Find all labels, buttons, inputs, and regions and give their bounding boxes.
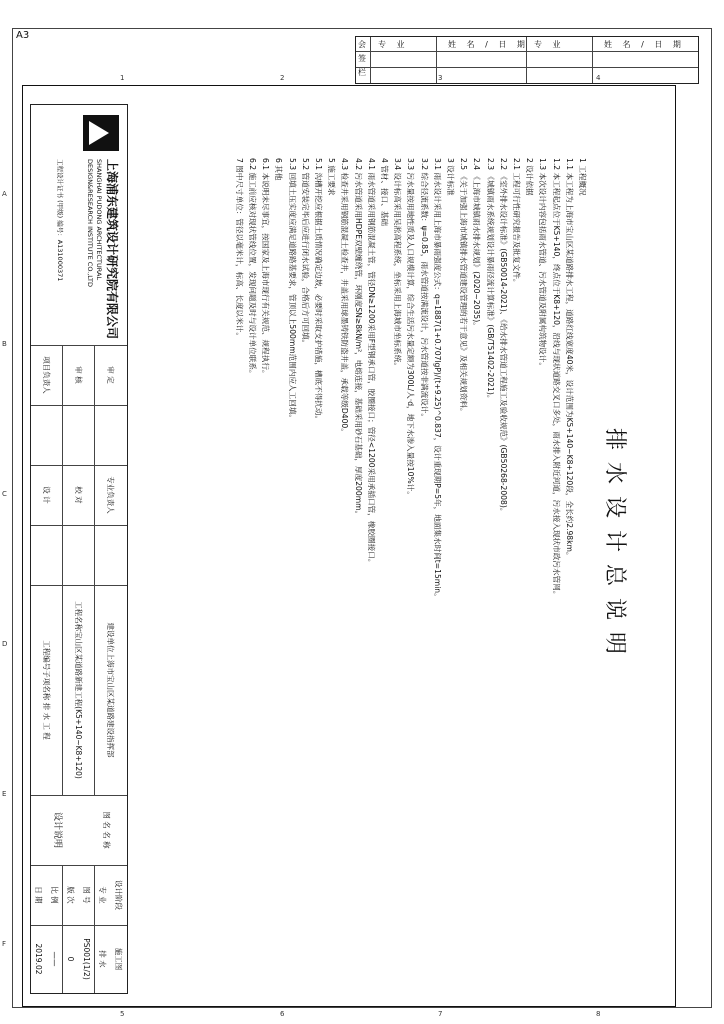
note-item: [300, 158, 311, 988]
tick-mark: A: [2, 190, 7, 198]
tb-entry: [63, 585, 95, 795]
tb-entry: [95, 585, 127, 795]
note-text: 本说明未尽事宜，按国家及上海市现行有关规范、规程执行。: [261, 172, 271, 378]
note-text: 《上海市城镇雨水排水规划》(2020~2035)。: [472, 172, 482, 330]
tb-value: [95, 405, 127, 465]
note-text: 检查井采用钢筋混凝土检查井，井盖采用球墨铸铁防盗井盖，承载等级D400。: [340, 172, 350, 436]
note-item: [234, 158, 245, 988]
tick-mark: E: [2, 790, 7, 798]
meta-value: 排 水: [98, 950, 108, 968]
meta-value: 2019.02: [34, 943, 44, 975]
tb-label: 建设单位: [106, 622, 116, 653]
drawing-name-label: 图 名 名 称: [102, 811, 112, 849]
note-num: 2.5: [459, 158, 469, 171]
tb-value: 宝山区某道路新建工程(K5+140~K8+120): [74, 631, 84, 779]
note-text: 设计依据: [525, 165, 535, 196]
note-num: 1.2: [551, 158, 561, 171]
tb-label: 审 定: [106, 366, 116, 384]
meta-value: 施工图: [114, 947, 124, 971]
note-num: 3: [445, 158, 455, 163]
note-item: [392, 158, 403, 988]
tb-value: 子项名称 排 水 工 程: [42, 670, 52, 740]
note-item: [432, 158, 443, 988]
note-item: [286, 158, 297, 988]
note-item: [405, 158, 416, 988]
note-text: 本工程为上海市宝山区某道路排水工程，道路红线宽度40米，设计范围为K5+140~K8+120段，全长约2.98km。: [564, 172, 574, 560]
tb-label: 设 计: [42, 486, 52, 504]
tb-label: 工程编号: [42, 640, 52, 671]
note-text: 工程可行性研究报告及批复文件。: [511, 172, 521, 287]
note-item: [458, 158, 469, 988]
company-name-en-line: SHANGHAI PUDONG ARCHITECTURAL: [95, 159, 103, 281]
note-item: [418, 158, 429, 988]
note-item: [313, 158, 324, 988]
note-item: [524, 158, 535, 988]
note-num: 3.1: [432, 158, 442, 171]
note-num: 1.3: [538, 158, 548, 171]
note-num: 2.2: [498, 158, 508, 171]
tb-value: 上海市宝山区某道路建设指挥部: [106, 652, 116, 758]
note-text: 工程概况: [578, 165, 587, 196]
meta-label: 版 次: [66, 886, 76, 904]
tick-mark: B: [2, 340, 7, 348]
meta-value: ——: [50, 951, 60, 967]
note-num: 2.1: [511, 158, 521, 171]
tick-mark: F: [2, 940, 7, 948]
note-item: [511, 158, 522, 988]
tick-mark: 7: [438, 1010, 443, 1018]
meta-label: 日 期: [34, 886, 44, 904]
note-num: 3.3: [406, 158, 416, 171]
tick-mark: C: [2, 490, 7, 498]
note-text: 施工要求: [327, 165, 337, 196]
tb-label: 审 核: [74, 366, 84, 384]
drawing-title: 排水设计总说明: [602, 428, 627, 667]
note-num: 3.2: [419, 158, 429, 171]
sheet-size-label: A3: [16, 30, 30, 41]
note-item: [326, 158, 337, 988]
note-item: [537, 158, 548, 988]
tb-value: [63, 525, 95, 585]
note-item: [366, 158, 377, 988]
drawing-name: 设计说明: [52, 811, 63, 848]
tick-mark: 6: [280, 1010, 285, 1018]
note-num: 1.1: [564, 158, 574, 171]
note-text: 综合径流系数：ψ=0.85，雨水管道按满流设计，污水管道按非满流设计。: [419, 172, 429, 421]
note-num: 7: [234, 158, 244, 163]
note-text: 管材、接口、基础: [379, 165, 389, 227]
signoff-header: 专 业: [534, 40, 565, 49]
note-num: 2.3: [485, 158, 495, 171]
company-name: 上海浦东建筑设计研究院有限公司: [105, 159, 119, 340]
tick-mark: 5: [120, 1010, 125, 1018]
note-text: 其他: [274, 165, 284, 181]
tick-mark: D: [2, 640, 8, 648]
note-item: [498, 158, 509, 988]
note-num: 4: [379, 158, 389, 163]
company-name-en-line: DESIGN&RESEARCH INSTITUTE CO.,LTD: [86, 159, 94, 288]
note-text: 施工前应核对现状管线位置，发现问题及时与设计单位联系。: [247, 172, 257, 378]
note-text: 图中尺寸单位：管径以毫米计，标高、长度以米计。: [234, 165, 244, 340]
company-logo-icon: [83, 115, 119, 151]
meta-label: 比 例: [50, 886, 60, 904]
note-num: 1: [578, 158, 587, 163]
note-text: 污水管道采用HDPE双壁缠绕管，环刚度SN≥8kN/m²，电熔连接，基础采用砂石基础，厚度200mm。: [353, 172, 363, 519]
tb-label: 工程名称: [74, 601, 84, 632]
note-num: 6: [274, 158, 284, 163]
note-num: 5.3: [287, 158, 297, 171]
note-num: 2: [525, 158, 535, 163]
signoff-table: [355, 36, 699, 84]
tick-mark: 2: [280, 74, 285, 82]
note-text: 设计标高采用吴淞高程系统，坐标采用上海城市坐标系统。: [393, 172, 403, 370]
tb-value: [95, 525, 127, 585]
note-item: [550, 158, 561, 988]
tb-label: 校 对: [74, 486, 84, 504]
note-item: [247, 158, 258, 988]
note-item: [260, 158, 271, 988]
tick-mark: 1: [120, 74, 125, 82]
note-num: 4.3: [340, 158, 350, 171]
tick-mark: 4: [596, 74, 601, 82]
meta-value: PS001(1/2): [82, 938, 92, 980]
tb-label: 专业负责人: [106, 476, 116, 514]
note-text: 污水量按用地性质及人口规模计算，综合生活污水量定额为300L/人·d，地下水渗入量按10%计。: [406, 172, 416, 499]
rotated-content: [26, 98, 638, 998]
meta-value: 0: [66, 956, 76, 962]
tb-value: [63, 405, 95, 465]
note-num: 6.2: [247, 158, 257, 171]
note-item: [352, 158, 363, 988]
note-text: 沟槽开挖应根据土质情况确定边坡，必要时采取支护措施，槽底不得扰动。: [313, 172, 323, 424]
note-text: 本次设计内容包括雨水管道、污水管道及附属构筑物设计。: [538, 172, 548, 370]
meta-label: 设计阶段: [114, 880, 124, 910]
note-item: [577, 158, 588, 988]
note-num: 5: [327, 158, 337, 163]
note-num: 3.4: [393, 158, 403, 171]
meta-label: 图 号: [82, 886, 92, 904]
tick-mark: 8: [596, 1010, 601, 1018]
note-text: 本工程起点位于K5+140，终点位于K8+120，沿线与现状道路交叉口多处，雨水排入附近河道，污水接入现状市政污水管网。: [551, 172, 561, 599]
note-num: 2.4: [472, 158, 482, 171]
design-certificate: 工程设计证书 (甲级) 编号：A131000371: [56, 159, 64, 282]
notes-body: [232, 158, 588, 988]
signoff-header: 姓 名 / 日 期: [604, 40, 685, 49]
company-name-en: [85, 159, 103, 287]
note-text: 《室外排水设计标准》(GB50014-2021)、《给水排水管道工程施工及验收规范》(GB50268-2008)。: [498, 172, 508, 516]
note-text: 《城镇雨水系统规划设计暴雨径流计算标准》(GB/T51402-2021)。: [485, 172, 495, 403]
tb-label: 项目负责人: [42, 356, 52, 394]
note-num: 5.1: [313, 158, 323, 171]
note-item: [564, 158, 575, 988]
note-item: [273, 158, 284, 988]
note-text: 管道安装完毕后应进行闭水试验，合格后方可回填。: [300, 172, 310, 348]
note-num: 4.2: [353, 158, 363, 171]
tb-value: [31, 405, 63, 465]
note-text: 回填土压实度应满足道路路基要求，管顶以上500mm范围内应人工回填。: [287, 172, 297, 423]
note-num: 6.1: [261, 158, 271, 171]
signoff-label: 会签栏: [358, 40, 366, 77]
signoff-header: 姓 名 / 日 期: [448, 40, 529, 49]
note-text: 《关于加强上海市城镇排水管道建设管理的若干意见》及相关规划资料。: [459, 172, 469, 416]
note-text: 雨水管道采用钢筋混凝土管，管径DN≥1200采用F型钢承口管，胶圈接口；管径<1200采用承插口管，橡胶圈接口。: [366, 172, 376, 567]
title-block: [30, 104, 128, 994]
tb-entry: [31, 585, 63, 795]
note-item: [471, 158, 482, 988]
note-item: [379, 158, 390, 988]
note-text: 设计标准: [445, 165, 455, 196]
note-item: [445, 158, 456, 988]
note-item: [484, 158, 495, 988]
note-text: 雨水设计采用上海市暴雨强度公式：q=1887(1+0.707lgP)/(t+9.25)^0.837，设计重现期P=5年，地面集水时间t=15min。: [432, 172, 442, 601]
meta-label: 专 业: [98, 886, 108, 904]
tick-mark: 3: [438, 74, 443, 82]
note-num: 5.2: [300, 158, 310, 171]
note-item: [339, 158, 350, 988]
tb-value: [31, 525, 63, 585]
note-num: 4.1: [366, 158, 376, 171]
signoff-header: 专 业: [378, 40, 409, 49]
